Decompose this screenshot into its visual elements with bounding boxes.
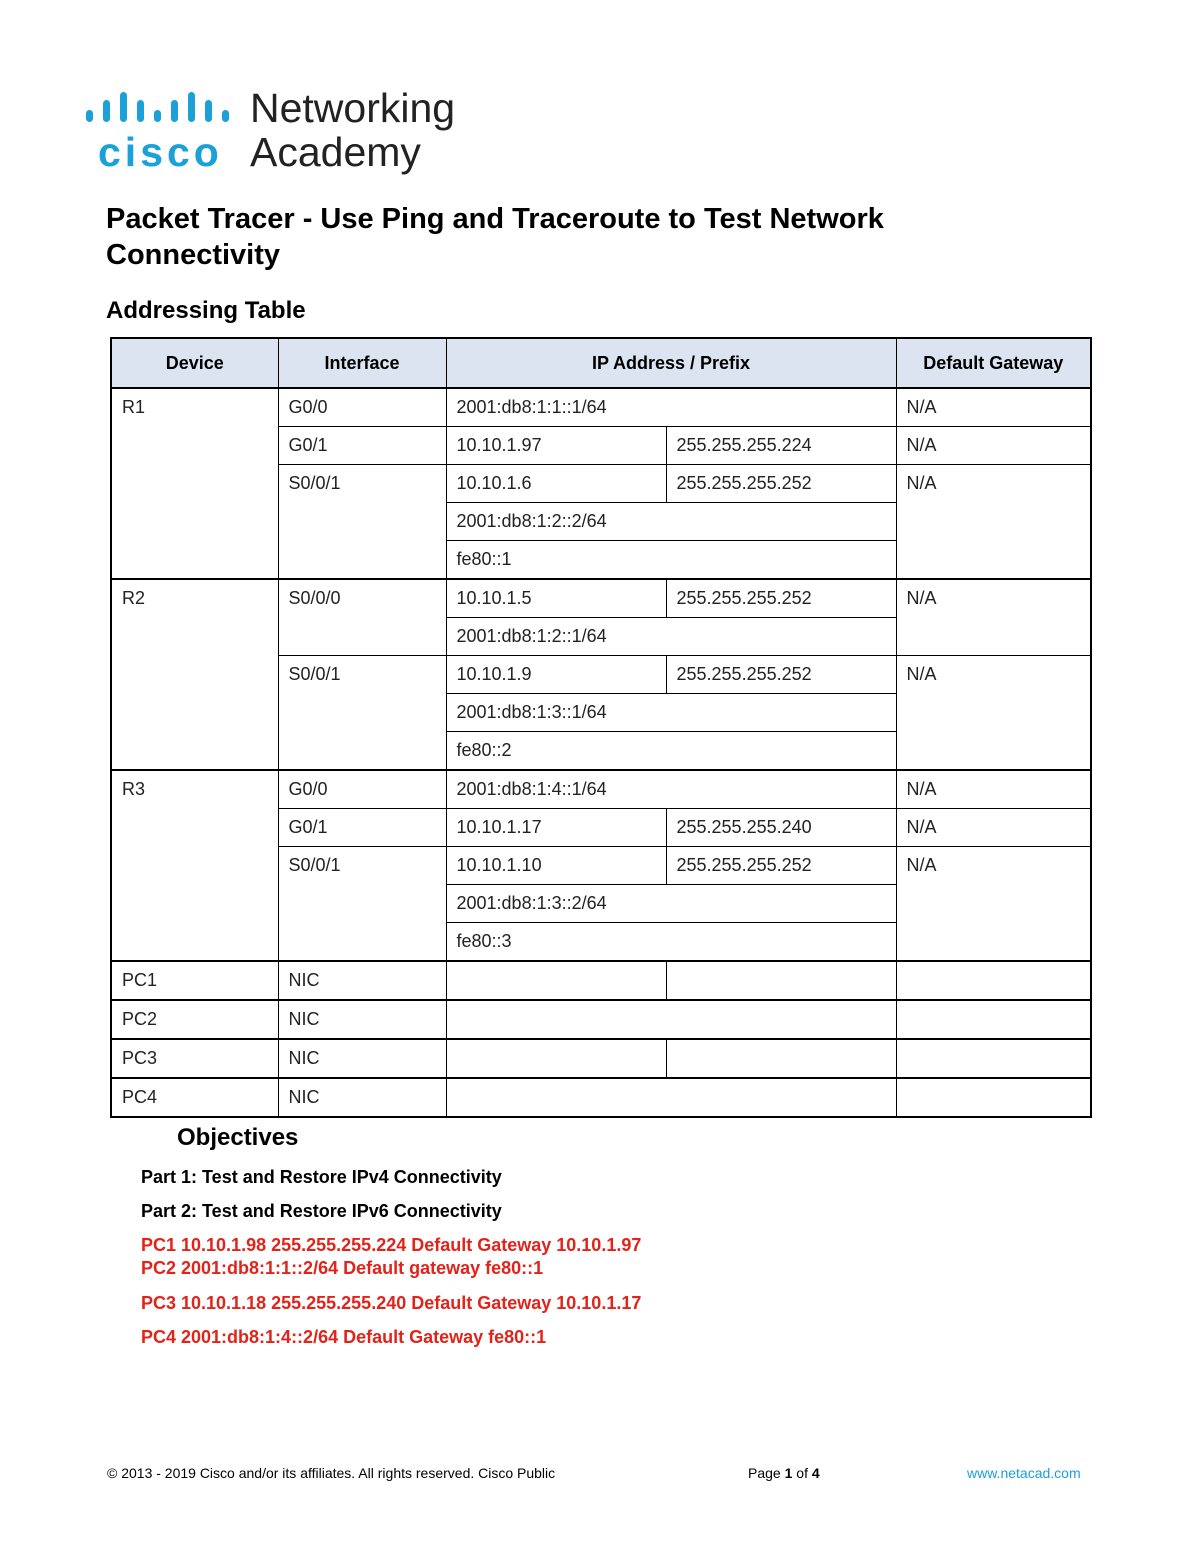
logo-academy: Academy: [250, 129, 421, 175]
table-row: [111, 961, 1091, 1000]
interface-cell: G0/0: [278, 770, 446, 809]
mask-cell: 255.255.255.252: [666, 465, 896, 503]
addressing-table: [110, 337, 1092, 1118]
ip-cell: 10.10.1.5: [446, 579, 666, 618]
footer-page-number: [748, 1465, 820, 1481]
mask-cell: 255.255.255.252: [666, 579, 896, 618]
link-local-cell: fe80::2: [446, 732, 896, 771]
interface-cell: G0/1: [278, 809, 446, 847]
footer-copyright: © 2013 - 2019 Cisco and/or its affiliates. All rights reserved. Cisco Public: [107, 1465, 556, 1481]
addressing-table-heading: Addressing Table: [106, 297, 306, 324]
ip-cell: 10.10.1.10: [446, 847, 666, 885]
header-ip-address: IP Address / Prefix: [446, 338, 896, 388]
ipv6-cell: 2001:db8:1:2::2/64: [446, 503, 896, 541]
ip-cell: 2001:db8:1:4::1/64: [446, 770, 896, 809]
header-interface: Interface: [278, 338, 446, 388]
device-cell: PC2: [111, 1000, 278, 1039]
link-local-cell: fe80::1: [446, 541, 896, 580]
cisco-wordmark: cisco: [98, 129, 223, 175]
gateway-cell: N/A: [896, 427, 1091, 465]
interface-cell: S0/0/1: [278, 465, 446, 580]
ip-cell: [446, 961, 666, 1000]
ip-cell: [446, 1078, 896, 1117]
interface-cell: G0/0: [278, 388, 446, 427]
page-prefix: Page: [748, 1465, 785, 1481]
objective-part-1: Part 1: Test and Restore IPv4 Connectivity: [141, 1167, 502, 1187]
gateway-cell: N/A: [896, 465, 1091, 580]
gateway-cell: N/A: [896, 770, 1091, 809]
gateway-cell: [896, 1078, 1091, 1117]
gateway-cell: N/A: [896, 388, 1091, 427]
mask-cell: 255.255.255.252: [666, 847, 896, 885]
table-row: [111, 388, 1091, 427]
interface-cell: S0/0/0: [278, 579, 446, 656]
device-cell: PC4: [111, 1078, 278, 1117]
mask-cell: 255.255.255.224: [666, 427, 896, 465]
gateway-cell: N/A: [896, 579, 1091, 656]
note-pc3: PC3 10.10.1.18 255.255.255.240 Default Gateway 10.10.1.17: [141, 1293, 642, 1313]
page-of: of: [792, 1465, 812, 1481]
gateway-cell: N/A: [896, 847, 1091, 962]
ipv6-cell: 2001:db8:1:3::2/64: [446, 885, 896, 923]
gateway-cell: N/A: [896, 809, 1091, 847]
page-current: 1: [784, 1465, 793, 1481]
ip-cell: 10.10.1.6: [446, 465, 666, 503]
interface-cell: S0/0/1: [278, 656, 446, 771]
footer-website-link[interactable]: www.netacad.com: [967, 1465, 1081, 1481]
interface-cell: NIC: [278, 1000, 446, 1039]
link-local-cell: fe80::3: [446, 923, 896, 962]
ip-cell: 10.10.1.97: [446, 427, 666, 465]
interface-cell: G0/1: [278, 427, 446, 465]
device-cell: PC3: [111, 1039, 278, 1078]
page-total: 4: [811, 1465, 820, 1481]
ip-cell: 10.10.1.9: [446, 656, 666, 694]
device-cell: R2: [111, 579, 278, 770]
cisco-bars-icon: [84, 90, 234, 128]
interface-cell: S0/0/1: [278, 847, 446, 962]
document-title: Packet Tracer - Use Ping and Traceroute to Test Network Connectivity: [106, 203, 884, 271]
gateway-cell: [896, 1000, 1091, 1039]
mask-cell: [666, 1039, 896, 1078]
note-pc4: PC4 2001:db8:1:4::2/64 Default Gateway fe80::1: [141, 1327, 547, 1347]
gateway-cell: [896, 961, 1091, 1000]
table-row: [111, 1039, 1091, 1078]
gateway-cell: N/A: [896, 656, 1091, 771]
table-row: [111, 770, 1091, 809]
device-cell: R3: [111, 770, 278, 961]
table-row: [111, 579, 1091, 618]
ip-cell: [446, 1000, 896, 1039]
ip-cell: 2001:db8:1:1::1/64: [446, 388, 896, 427]
mask-cell: 255.255.255.252: [666, 656, 896, 694]
ipv6-cell: 2001:db8:1:3::1/64: [446, 694, 896, 732]
header-device: Device: [111, 338, 278, 388]
ip-cell: 10.10.1.17: [446, 809, 666, 847]
mask-cell: 255.255.255.240: [666, 809, 896, 847]
interface-cell: NIC: [278, 1078, 446, 1117]
table-row: [111, 1000, 1091, 1039]
table-header-row: [111, 338, 1091, 388]
objectives-heading: Objectives: [177, 1124, 299, 1151]
header-default-gateway: Default Gateway: [896, 338, 1091, 388]
ipv6-cell: 2001:db8:1:2::1/64: [446, 618, 896, 656]
cisco-logo: [84, 84, 484, 180]
device-cell: R1: [111, 388, 278, 579]
mask-cell: [666, 961, 896, 1000]
logo-networking: Networking: [250, 85, 456, 131]
note-pc1: PC1 10.10.1.98 255.255.255.224 Default Gateway 10.10.1.97: [141, 1235, 642, 1255]
note-pc2: PC2 2001:db8:1:1::2/64 Default gateway fe80::1: [141, 1258, 544, 1278]
ip-cell: [446, 1039, 666, 1078]
table-row: [111, 1078, 1091, 1117]
objective-part-2: Part 2: Test and Restore IPv6 Connectivity: [141, 1201, 502, 1221]
interface-cell: NIC: [278, 961, 446, 1000]
gateway-cell: [896, 1039, 1091, 1078]
device-cell: PC1: [111, 961, 278, 1000]
interface-cell: NIC: [278, 1039, 446, 1078]
